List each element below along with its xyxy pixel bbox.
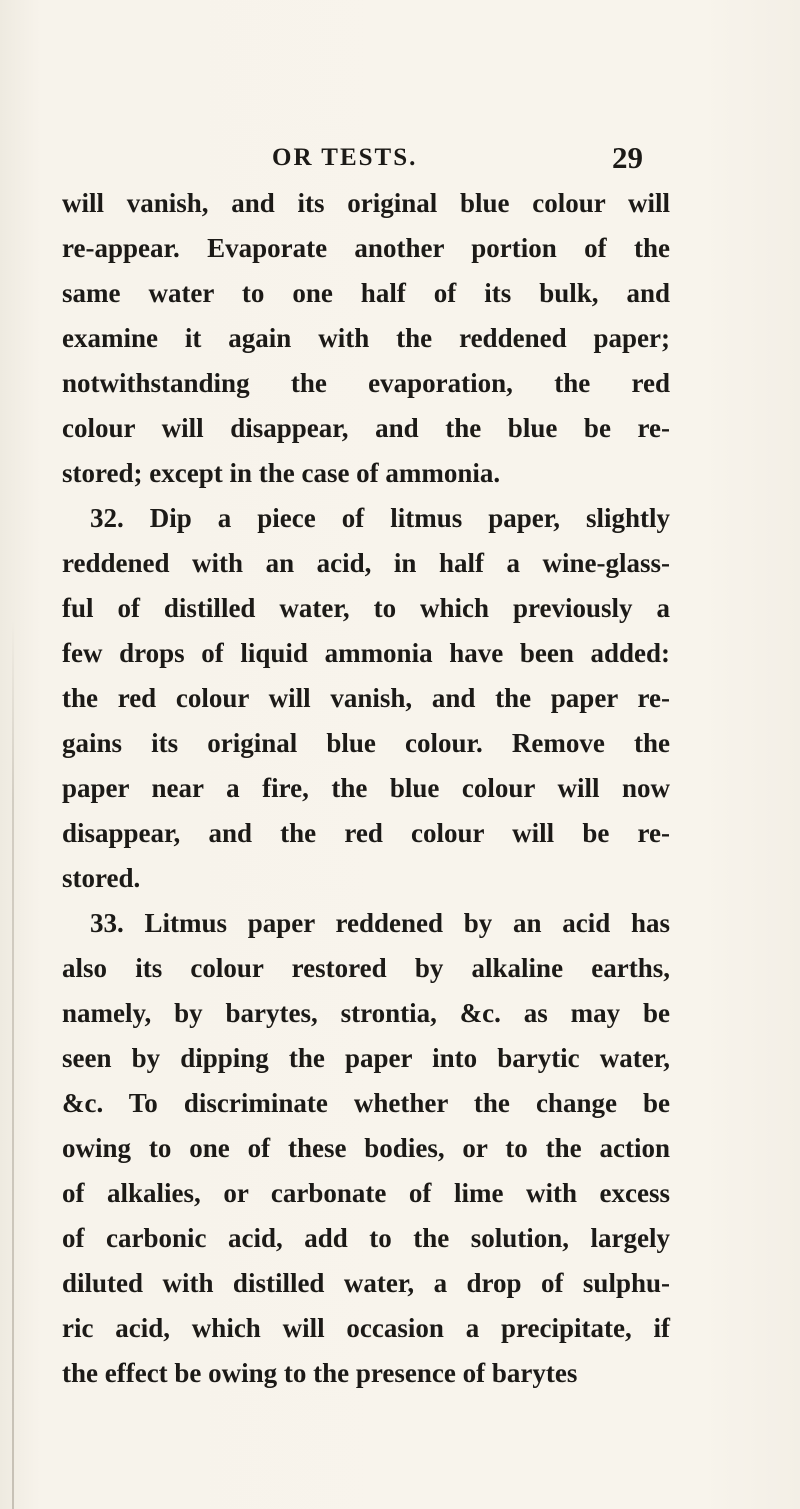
- text-line: ful of distilled water, to which previously a: [62, 593, 670, 623]
- text-line: will vanish, and its original blue colour will: [62, 188, 670, 218]
- text-line: notwithstanding the evaporation, the red: [62, 368, 670, 398]
- text-line: namely, by barytes, strontia, &c. as may be: [62, 998, 670, 1028]
- text-line: ric acid, which will occasion a precipitate, if: [62, 1313, 670, 1343]
- text-line: paper near a fire, the blue colour will now: [62, 773, 670, 803]
- paragraph-start-line: 33. Litmus paper reddened by an acid has: [90, 908, 670, 938]
- text-line: disappear, and the red colour will be re-: [62, 818, 670, 848]
- text-line: re-appear. Evaporate another portion of the: [62, 233, 670, 263]
- text-line: of alkalies, or carbonate of lime with excess: [62, 1178, 670, 1208]
- running-head-title: OR TESTS.: [272, 144, 418, 171]
- text-line: the effect be owing to the presence of barytes: [62, 1358, 578, 1388]
- text-line: same water to one half of its bulk, and: [62, 278, 670, 308]
- text-line: examine it again with the reddened paper;: [62, 323, 670, 353]
- text-line: stored.: [62, 863, 141, 893]
- page-gutter-shadow: [12, 620, 14, 1509]
- text-line: few drops of liquid ammonia have been added:: [62, 638, 670, 668]
- paragraph-start-line: 32. Dip a piece of litmus paper, slightly: [90, 503, 670, 533]
- text-line: reddened with an acid, in half a wine-glass-: [62, 548, 670, 578]
- text-line: stored; except in the case of ammonia.: [62, 458, 501, 488]
- running-head: [0, 140, 800, 180]
- text-line: the red colour will vanish, and the paper re-: [62, 683, 670, 713]
- text-line: gains its original blue colour. Remove the: [62, 728, 670, 758]
- text-line: colour will disappear, and the blue be re-: [62, 413, 670, 443]
- text-line: also its colour restored by alkaline earths,: [62, 953, 670, 983]
- page-number: 29: [612, 140, 643, 175]
- text-line: of carbonic acid, add to the solution, largely: [62, 1223, 670, 1253]
- text-line: &c. To discriminate whether the change be: [62, 1088, 670, 1118]
- text-line: seen by dipping the paper into barytic water,: [62, 1043, 670, 1073]
- text-line: owing to one of these bodies, or to the action: [62, 1133, 670, 1163]
- text-line: diluted with distilled water, a drop of sulphu-: [62, 1268, 670, 1298]
